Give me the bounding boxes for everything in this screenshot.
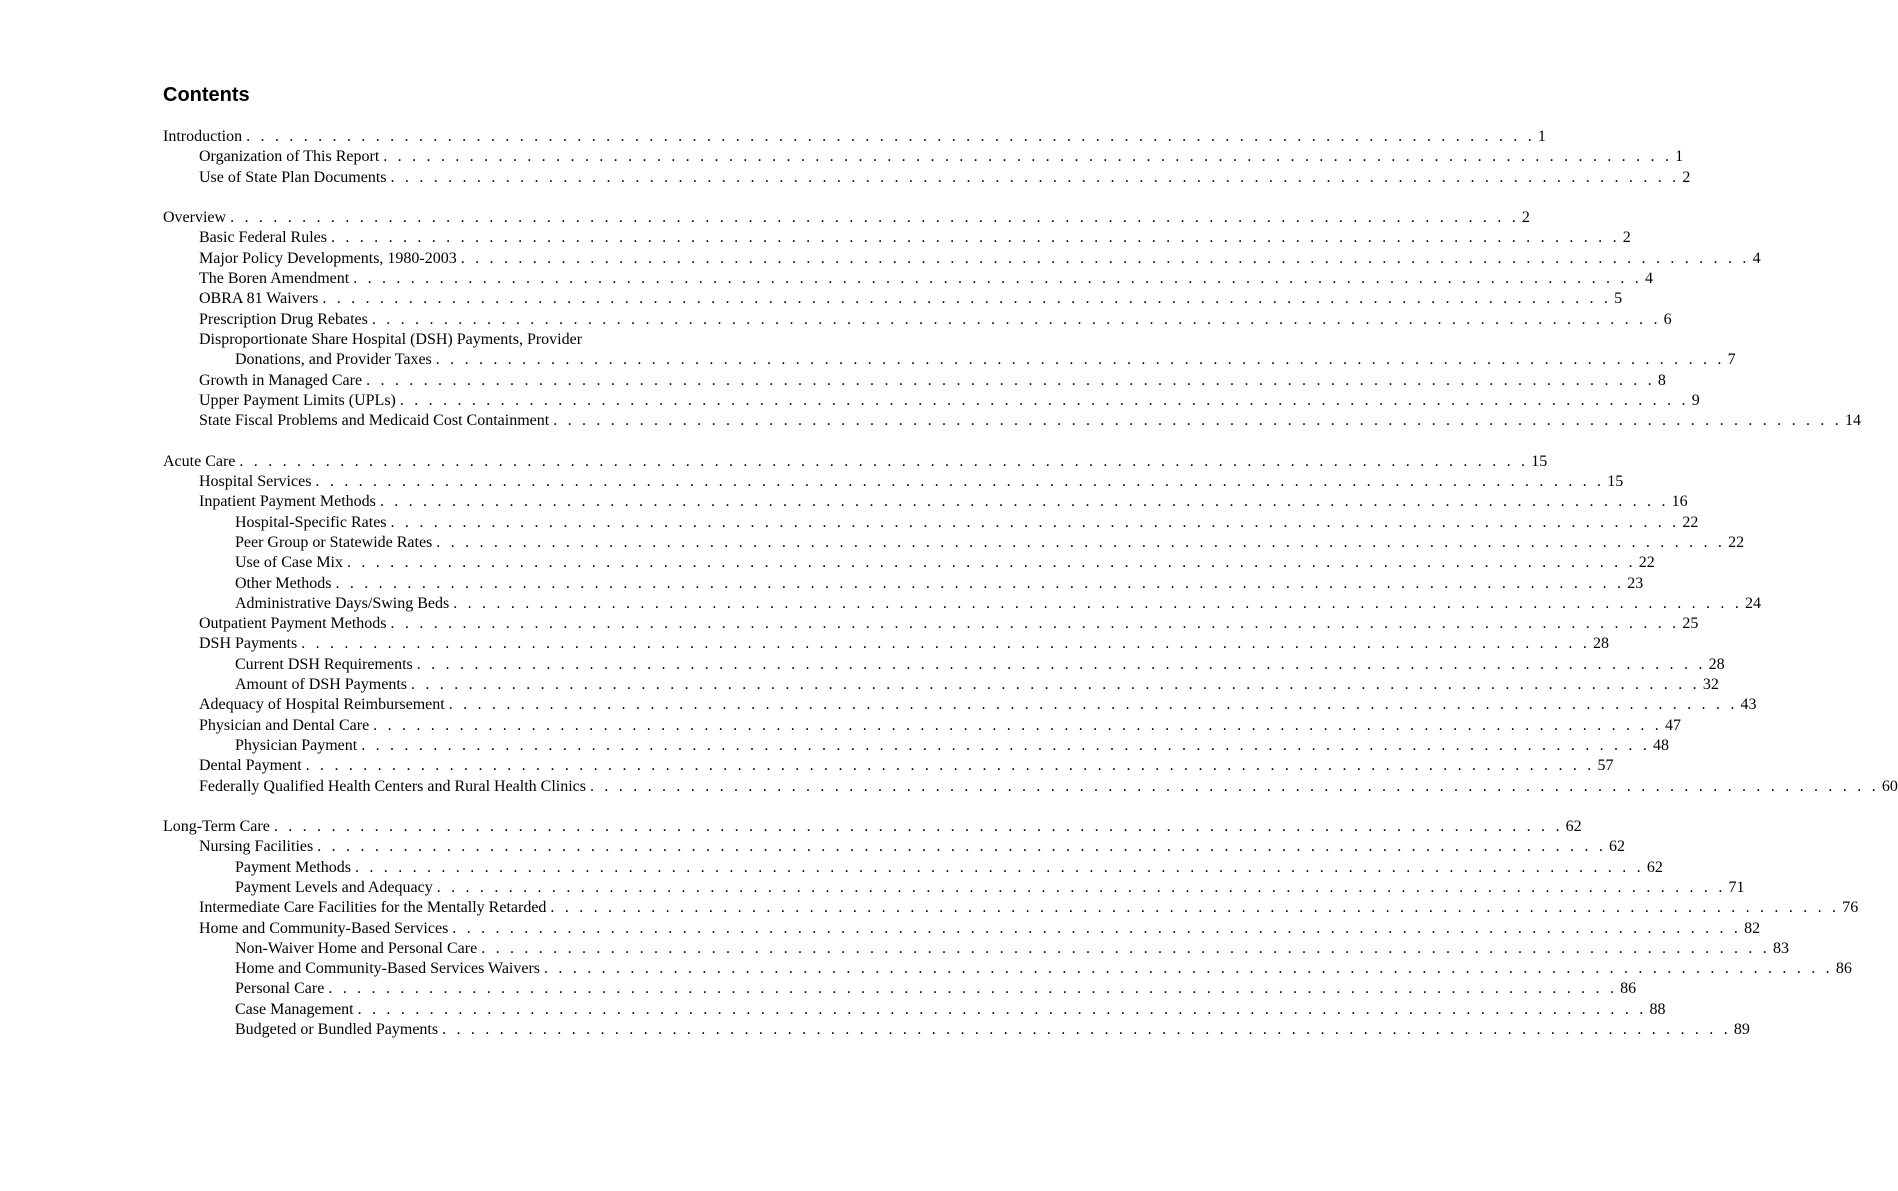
toc-entry-title: Case Management	[235, 1000, 358, 1020]
toc-page-number: 2	[1682, 168, 1691, 186]
toc-entry-title: Personal Care	[235, 979, 328, 999]
toc-entry[interactable]	[163, 269, 1653, 289]
dot-leader: . . . . . . . . . . . . . . . . . . . . . . . . . . . . . . . . . . . . . . . . . . . . . . . . . . . . . . . . . . . . . . . . . . . . . . . . . . . . . . . . . . . . . . . . . .	[371, 310, 1661, 328]
dot-leader: . . . . . . . . . . . . . . . . . . . . . . . . . . . . . . . . . . . . . . . . . . . . . . . . . . . . . . . . . . . . . . . . . . . . . . . . . . . . . . . . . . . . . . . . . .	[335, 574, 1625, 592]
dot-leader: . . . . . . . . . . . . . . . . . . . . . . . . . . . . . . . . . . . . . . . . . . . . . . . . . . . . . . . . . . . . . . . . . . . . . . . . . . . . . . . . . . . . . . . . . .	[453, 594, 1743, 612]
dot-leader: . . . . . . . . . . . . . . . . . . . . . . . . . . . . . . . . . . . . . . . . . . . . . . . . . . . . . . . . . . . . . . . . . . . . . . . . . . . . . . . . . . . . . . . . . .	[550, 899, 1840, 917]
toc-entry[interactable]	[163, 817, 1582, 837]
dot-leader: . . . . . . . . . . . . . . . . . . . . . . . . . . . . . . . . . . . . . . . . . . . . . . . . . . . . . . . . . . . . . . . . . . . . . . . . . . . . . . . . . . . . . . . . . .	[435, 351, 1725, 369]
toc-page-number: 82	[1744, 919, 1761, 937]
toc-entry-title: Other Methods	[235, 574, 335, 594]
toc-entry[interactable]	[163, 533, 1745, 553]
dot-leader: . . . . . . . . . . . . . . . . . . . . . . . . . . . . . . . . . . . . . . . . . . . . . . . . . . . . . . . . . . . . . . . . . . . . . . . . . . . . . . . . . . . . . . . . . .	[436, 878, 1726, 896]
dot-leader: . . . . . . . . . . . . . . . . . . . . . . . . . . . . . . . . . . . . . . . . . . . . . . . . . . . . . . . . . . . . . . . . . . . . . . . . . . . . . . . . . . . . . . . . . .	[390, 168, 1680, 186]
toc-page-number: 15	[1531, 452, 1548, 470]
toc-entry[interactable]	[163, 756, 1614, 776]
toc-entry[interactable]	[163, 492, 1688, 512]
toc-page-number: 8	[1657, 371, 1666, 389]
toc-page-number: 24	[1745, 594, 1762, 612]
dot-leader: . . . . . . . . . . . . . . . . . . . . . . . . . . . . . . . . . . . . . . . . . . . . . . . . . . . . . . . . . . . . . . . . . . . . . . . . . . . . . . . . . . . . . . . . . .	[315, 473, 1605, 491]
toc-entry[interactable]	[163, 208, 1530, 228]
toc-entry-title: Prescription Drug Rebates	[199, 310, 372, 330]
toc-section	[163, 452, 1898, 797]
toc-entry[interactable]	[163, 655, 1725, 675]
toc-entry[interactable]	[163, 777, 1898, 797]
toc-entry[interactable]	[163, 371, 1666, 391]
toc-entry[interactable]	[163, 127, 1546, 147]
dot-leader: . . . . . . . . . . . . . . . . . . . . . . . . . . . . . . . . . . . . . . . . . . . . . . . . . . . . . . . . . . . . . . . . . . . . . . . . . . . . . . . . . . . . . . . . . .	[379, 493, 1669, 511]
toc-entry-title: Use of Case Mix	[235, 553, 347, 573]
toc-entry-title: Outpatient Payment Methods	[199, 614, 391, 634]
toc-entry[interactable]	[163, 858, 1663, 878]
toc-entry[interactable]	[163, 289, 1623, 309]
toc-entry-title: Adequacy of Hospital Reimbursement	[199, 695, 449, 715]
toc-entry-title: Use of State Plan Documents	[199, 168, 391, 188]
toc-page-number: 86	[1835, 960, 1852, 978]
toc-entry-title: Administrative Days/Swing Beds	[235, 594, 453, 614]
dot-leader: . . . . . . . . . . . . . . . . . . . . . . . . . . . . . . . . . . . . . . . . . . . . . . . . . . . . . . . . . . . . . . . . . . . . . . . . . . . . . . . . . . . . . . . . . .	[553, 412, 1842, 430]
dot-leader: . . . . . . . . . . . . . . . . . . . . . . . . . . . . . . . . . . . . . . . . . . . . . . . . . . . . . . . . . . . . . . . . . . . . . . . . . . . . . . . . . . . . . . . . . .	[590, 777, 1879, 795]
dot-leader: . . . . . . . . . . . . . . . . . . . . . . . . . . . . . . . . . . . . . . . . . . . . . . . . . . . . . . . . . . . . . . . . . . . . . . . . . . . . . . . . . . . . . . . . . .	[355, 858, 1644, 876]
toc-page-number: 9	[1691, 391, 1700, 409]
toc-entry[interactable]	[163, 837, 1626, 857]
dot-leader: . . . . . . . . . . . . . . . . . . . . . . . . . . . . . . . . . . . . . . . . . . . . . . . . . . . . . . . . . . . . . . . . . . . . . . . . . . . . . . . . . . . . . . . . . .	[330, 229, 1620, 247]
dot-leader: . . . . . . . . . . . . . . . . . . . . . . . . . . . . . . . . . . . . . . . . . . . . . . . . . . . . . . . . . . . . . . . . . . . . . . . . . . . . . . . . . . . . . . . . . .	[346, 554, 1636, 572]
dot-leader: . . . . . . . . . . . . . . . . . . . . . . . . . . . . . . . . . . . . . . . . . . . . . . . . . . . . . . . . . . . . . . . . . . . . . . . . . . . . . . . . . . . . . . . . . .	[317, 838, 1607, 856]
toc-entry-title: Introduction	[163, 127, 246, 147]
toc-page-number: 62	[1565, 818, 1582, 836]
toc-entry[interactable]	[163, 228, 1631, 248]
toc-entry-title: Disproportionate Share Hospital (DSH) Payments, Provider	[199, 330, 583, 348]
toc-entry-title: Major Policy Developments, 1980-2003	[199, 249, 461, 269]
toc-entry-title: DSH Payments	[199, 634, 301, 654]
toc-section	[163, 208, 1861, 431]
toc-page-number: 28	[1593, 635, 1610, 653]
toc-entry-title: Current DSH Requirements	[235, 655, 417, 675]
toc-entry[interactable]	[163, 614, 1699, 634]
dot-leader: . . . . . . . . . . . . . . . . . . . . . . . . . . . . . . . . . . . . . . . . . . . . . . . . . . . . . . . . . . . . . . . . . . . . . . . . . . . . . . . . . . . . . . . . . .	[373, 716, 1662, 734]
dot-leader: . . . . . . . . . . . . . . . . . . . . . . . . . . . . . . . . . . . . . . . . . . . . . . . . . . . . . . . . . . . . . . . . . . . . . . . . . . . . . . . . . . . . . . . . . .	[366, 371, 1655, 389]
toc-page-number: 1	[1537, 128, 1546, 145]
toc-page-number: 88	[1649, 1000, 1666, 1018]
toc-entry-title: State Fiscal Problems and Medicaid Cost Containment	[199, 411, 553, 431]
toc-page-number: 25	[1682, 615, 1699, 633]
toc-page-number: 22	[1728, 533, 1745, 551]
toc-entry-title: Amount of DSH Payments	[235, 675, 411, 695]
toc-entry-title: Upper Payment Limits (UPLs)	[199, 391, 400, 411]
toc-entry[interactable]	[163, 716, 1681, 736]
toc-page-number: 14	[1845, 412, 1861, 430]
toc-entry[interactable]	[163, 249, 1761, 269]
dot-leader: . . . . . . . . . . . . . . . . . . . . . . . . . . . . . . . . . . . . . . . . . . . . . . . . . . . . . . . . . . . . . . . . . . . . . . . . . . . . . . . . . . . . . . . . . .	[436, 533, 1726, 551]
toc-entry[interactable]	[163, 574, 1644, 594]
toc-entry-title: Growth in Managed Care	[199, 371, 366, 391]
toc-entry-title: Overview	[163, 208, 230, 228]
dot-leader: . . . . . . . . . . . . . . . . . . . . . . . . . . . . . . . . . . . . . . . . . . . . . . . . . . . . . . . . . . . . . . . . . . . . . . . . . . . . . . . . . . . . . . . . . .	[448, 696, 1738, 714]
dot-leader: . . . . . . . . . . . . . . . . . . . . . . . . . . . . . . . . . . . . . . . . . . . . . . . . . . . . . . . . . . . . . . . . . . . . . . . . . . . . . . . . . . . . . . . . . .	[452, 919, 1742, 937]
toc-entry[interactable]	[163, 391, 1700, 411]
dot-leader: . . . . . . . . . . . . . . . . . . . . . . . . . . . . . . . . . . . . . . . . . . . . . . . . . . . . . . . . . . . . . . . . . . . . . . . . . . . . . . . . . . . . . . . . . .	[305, 757, 1595, 775]
toc-entry-title: Dental Payment	[199, 756, 306, 776]
toc-entry-title: Home and Community-Based Services	[199, 919, 452, 939]
toc-entry-title-continued: Donations, and Provider Taxes	[235, 350, 436, 370]
toc-page-number: 62	[1646, 858, 1663, 876]
toc-entry[interactable]	[163, 310, 1672, 330]
toc-page-number: 2	[1521, 209, 1530, 227]
toc-entry-title: Long-Term Care	[163, 817, 274, 837]
toc-entry-title: Intermediate Care Facilities for the Mentally Retarded	[199, 898, 550, 918]
toc-page-number: 71	[1728, 878, 1745, 896]
toc-page-number: 4	[1645, 270, 1653, 288]
toc-section	[163, 127, 1691, 188]
dot-leader: . . . . . . . . . . . . . . . . . . . . . . . . . . . . . . . . . . . . . . . . . . . . . . . . . . . . . . . . . . . . . . . . . . . . . . . . . . . . . . . . . . . . . . . . . .	[301, 635, 1591, 653]
toc-entry[interactable]	[163, 553, 1655, 573]
toc-page-number: 4	[1752, 249, 1761, 267]
toc-page-number: 6	[1663, 310, 1672, 328]
dot-leader: . . . . . . . . . . . . . . . . . . . . . . . . . . . . . . . . . . . . . . . . . . . . . . . . . . . . . . . . . . . . . . . . . . . . . . . . . . . . . . . . . . . . . . . . . .	[544, 960, 1833, 978]
toc-page-number: 60	[1881, 777, 1898, 795]
toc-entry[interactable]	[163, 736, 1670, 756]
toc-page-number: 76	[1842, 899, 1859, 917]
toc-entry[interactable]	[163, 330, 1736, 371]
toc-entry[interactable]	[163, 919, 1761, 939]
toc-entry[interactable]	[163, 594, 1762, 614]
toc-entry[interactable]	[163, 959, 1852, 979]
toc-entry[interactable]	[163, 1020, 1750, 1040]
toc-entry[interactable]	[163, 898, 1859, 918]
dot-leader: . . . . . . . . . . . . . . . . . . . . . . . . . . . . . . . . . . . . . . . . . . . . . . . . . . . . . . . . . . . . . . . . . . . . . . . . . . . . . . . . . . . . . . . . . .	[246, 128, 1535, 145]
toc-entry-title: Hospital Services	[199, 472, 315, 492]
dot-leader: . . . . . . . . . . . . . . . . . . . . . . . . . . . . . . . . . . . . . . . . . . . . . . . . . . . . . . . . . . . . . . . . . . . . . . . . . . . . . . . . . . . . . . . . . .	[481, 939, 1770, 957]
toc-page-number: 57	[1597, 757, 1614, 775]
dot-leader: . . . . . . . . . . . . . . . . . . . . . . . . . . . . . . . . . . . . . . . . . . . . . . . . . . . . . . . . . . . . . . . . . . . . . . . . . . . . . . . . . . . . . . . . . .	[399, 391, 1689, 409]
toc-entry-title: Budgeted or Bundled Payments	[235, 1020, 442, 1040]
toc-page-number: 86	[1620, 980, 1637, 998]
dot-leader: . . . . . . . . . . . . . . . . . . . . . . . . . . . . . . . . . . . . . . . . . . . . . . . . . . . . . . . . . . . . . . . . . . . . . . . . . . . . . . . . . . . . . . . . . .	[390, 615, 1680, 633]
toc-entry-title: Physician Payment	[235, 736, 361, 756]
toc-entry[interactable]	[163, 472, 1624, 492]
toc-page-number: 5	[1614, 290, 1623, 308]
toc-entry-title: Hospital-Specific Rates	[235, 513, 391, 533]
toc-page-number: 62	[1609, 838, 1626, 856]
dot-leader: . . . . . . . . . . . . . . . . . . . . . . . . . . . . . . . . . . . . . . . . . . . . . . . . . . . . . . . . . . . . . . . . . . . . . . . . . . . . . . . . . . . . . . . . . .	[357, 1000, 1647, 1018]
toc-entry-title: OBRA 81 Waivers	[199, 289, 322, 309]
toc-page-number: 23	[1627, 574, 1644, 592]
toc-entry[interactable]	[163, 675, 1719, 695]
toc-entry-title: Payment Methods	[235, 858, 355, 878]
toc-entry-title: Inpatient Payment Methods	[199, 492, 380, 512]
toc-entry[interactable]	[163, 513, 1699, 533]
toc-entry-title: Federally Qualified Health Centers and Rural Health Clinics	[199, 777, 590, 797]
toc-entry[interactable]	[163, 979, 1637, 999]
toc-page-number: 48	[1653, 736, 1670, 754]
toc-section	[163, 817, 1859, 1040]
toc-entry[interactable]	[163, 1000, 1666, 1020]
toc-entry-title: Payment Levels and Adequacy	[235, 878, 437, 898]
toc-page-number: 43	[1740, 696, 1757, 714]
toc-page-number: 32	[1702, 676, 1719, 694]
contents-heading: Contents	[163, 84, 250, 106]
toc-entry-title: Physician and Dental Care	[199, 716, 373, 736]
toc-entry-title: Acute Care	[163, 452, 239, 472]
toc-entry[interactable]	[163, 411, 1861, 431]
toc-entry[interactable]	[163, 147, 1684, 167]
toc-page-number: 22	[1682, 513, 1699, 531]
toc-entry[interactable]	[163, 695, 1757, 715]
toc-entry[interactable]	[163, 634, 1610, 654]
toc-entry-title: Nursing Facilities	[199, 837, 317, 857]
toc-entry[interactable]	[163, 168, 1691, 188]
toc-entry-title: The Boren Amendment	[199, 269, 353, 289]
toc-entry-title: Organization of This Report	[199, 147, 383, 167]
toc-entry[interactable]	[163, 878, 1745, 898]
dot-leader: . . . . . . . . . . . . . . . . . . . . . . . . . . . . . . . . . . . . . . . . . . . . . . . . . . . . . . . . . . . . . . . . . . . . . . . . . . . . . . . . . . . . . . . . . .	[230, 209, 1519, 227]
toc-entry[interactable]	[163, 939, 1789, 959]
toc-page-number: 28	[1708, 655, 1725, 673]
dot-leader: . . . . . . . . . . . . . . . . . . . . . . . . . . . . . . . . . . . . . . . . . . . . . . . . . . . . . . . . . . . . . . . . . . . . . . . . . . . . . . . . . . . . . . . . . .	[411, 676, 1700, 694]
dot-leader: . . . . . . . . . . . . . . . . . . . . . . . . . . . . . . . . . . . . . . . . . . . . . . . . . . . . . . . . . . . . . . . . . . . . . . . . . . . . . . . . . . . . . . . . . .	[390, 513, 1680, 531]
dot-leader: . . . . . . . . . . . . . . . . . . . . . . . . . . . . . . . . . . . . . . . . . . . . . . . . . . . . . . . . . . . . . . . . . . . . . . . . . . . . . . . . . . . . . . . . . .	[460, 249, 1750, 267]
toc-entry-title: Non-Waiver Home and Personal Care	[235, 939, 481, 959]
dot-leader: . . . . . . . . . . . . . . . . . . . . . . . . . . . . . . . . . . . . . . . . . . . . . . . . . . . . . . . . . . . . . . . . . . . . . . . . . . . . . . . . . . . . . . . . . .	[361, 736, 1651, 754]
toc-page-number: 7	[1727, 351, 1736, 369]
toc-page-number: 47	[1664, 716, 1681, 734]
dot-leader: . . . . . . . . . . . . . . . . . . . . . . . . . . . . . . . . . . . . . . . . . . . . . . . . . . . . . . . . . . . . . . . . . . . . . . . . . . . . . . . . . . . . . . . . . .	[239, 452, 1529, 470]
table-of-contents	[163, 127, 1898, 1061]
dot-leader: . . . . . . . . . . . . . . . . . . . . . . . . . . . . . . . . . . . . . . . . . . . . . . . . . . . . . . . . . . . . . . . . . . . . . . . . . . . . . . . . . . . . . . . . . .	[322, 290, 1612, 308]
toc-page-number: 16	[1671, 493, 1688, 511]
toc-page-number: 1	[1675, 148, 1684, 166]
toc-entry-title: Basic Federal Rules	[199, 228, 331, 248]
dot-leader: . . . . . . . . . . . . . . . . . . . . . . . . . . . . . . . . . . . . . . . . . . . . . . . . . . . . . . . . . . . . . . . . . . . . . . . . . . . . . . . . . . . . . . . . . .	[353, 270, 1642, 288]
toc-page-number: 22	[1638, 554, 1655, 572]
dot-leader: . . . . . . . . . . . . . . . . . . . . . . . . . . . . . . . . . . . . . . . . . . . . . . . . . . . . . . . . . . . . . . . . . . . . . . . . . . . . . . . . . . . . . . . . . .	[328, 980, 1618, 998]
dot-leader: . . . . . . . . . . . . . . . . . . . . . . . . . . . . . . . . . . . . . . . . . . . . . . . . . . . . . . . . . . . . . . . . . . . . . . . . . . . . . . . . . . . . . . . . . .	[383, 148, 1673, 166]
toc-page-number: 89	[1733, 1021, 1750, 1039]
toc-entry[interactable]	[163, 452, 1548, 472]
dot-leader: . . . . . . . . . . . . . . . . . . . . . . . . . . . . . . . . . . . . . . . . . . . . . . . . . . . . . . . . . . . . . . . . . . . . . . . . . . . . . . . . . . . . . . . . . .	[416, 655, 1706, 673]
toc-page-number: 2	[1622, 229, 1631, 247]
toc-page-number: 83	[1773, 939, 1789, 957]
dot-leader: . . . . . . . . . . . . . . . . . . . . . . . . . . . . . . . . . . . . . . . . . . . . . . . . . . . . . . . . . . . . . . . . . . . . . . . . . . . . . . . . . . . . . . . . . .	[442, 1021, 1731, 1039]
dot-leader: . . . . . . . . . . . . . . . . . . . . . . . . . . . . . . . . . . . . . . . . . . . . . . . . . . . . . . . . . . . . . . . . . . . . . . . . . . . . . . . . . . . . . . . . . .	[273, 818, 1563, 836]
toc-page-number: 15	[1607, 473, 1624, 491]
toc-entry-title: Home and Community-Based Services Waivers	[235, 959, 544, 979]
toc-entry-title: Peer Group or Statewide Rates	[235, 533, 436, 553]
